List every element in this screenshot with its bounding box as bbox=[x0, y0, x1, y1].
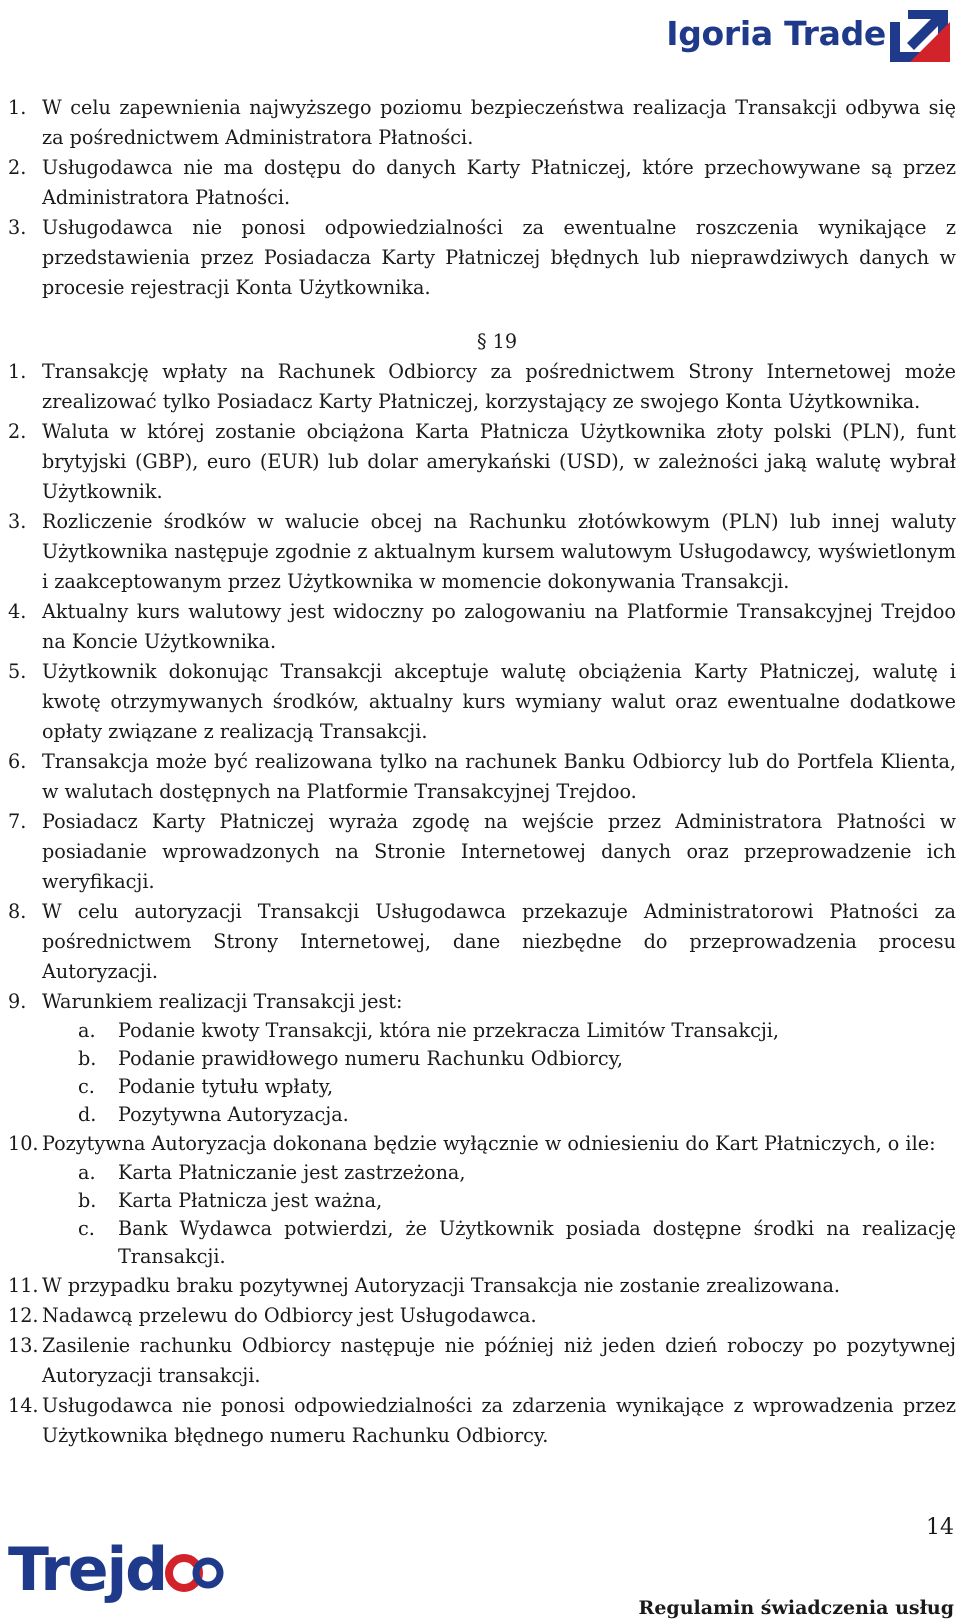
list-item bbox=[8, 357, 956, 417]
sub-item-text: Karta Płatniczanie jest zastrzeżona, bbox=[118, 1161, 466, 1184]
item-number: 10. bbox=[8, 1132, 39, 1155]
item-number: 5. bbox=[8, 660, 27, 683]
sub-item-letter: c. bbox=[78, 1075, 95, 1098]
item-number: 9. bbox=[8, 990, 27, 1013]
list-item bbox=[8, 1331, 956, 1391]
igoria-trade-mark-icon bbox=[890, 2, 952, 64]
list-item bbox=[8, 1391, 956, 1451]
item-number: 7. bbox=[8, 810, 27, 833]
list-item bbox=[8, 1271, 956, 1301]
sub-item-text: Podanie prawidłowego numeru Rachunku Odbiorcy, bbox=[118, 1047, 623, 1070]
list-item bbox=[8, 657, 956, 747]
list-item bbox=[8, 213, 956, 303]
item-number: 11. bbox=[8, 1274, 39, 1297]
sub-item-letter: b. bbox=[78, 1047, 97, 1070]
sub-item-text: Bank Wydawca potwierdzi, że Użytkownik posiada dostępne środki na realizację Transakcji. bbox=[118, 1217, 956, 1268]
item-text: W celu autoryzacji Transakcji Usługodawca przekazuje Administratorowi Płatności za pośrednictwem Strony Internetowej, dane niezbędne do przeprowadzenia procesu Autoryzacji. bbox=[42, 900, 956, 983]
item-number: 6. bbox=[8, 750, 27, 773]
item-text: Usługodawca nie ponosi odpowiedzialności za zdarzenia wynikające z wprowadzenia przez Użytkownika błędnego numeru Rachunku Odbiorcy. bbox=[42, 1394, 956, 1447]
list-item bbox=[8, 93, 956, 153]
item-number: 1. bbox=[8, 360, 27, 383]
item-text: Usługodawca nie ma dostępu do danych Karty Płatniczej, które przechowywane są przez Administratora Płatności. bbox=[42, 156, 956, 209]
sub-item-text: Podanie tytułu wpłaty, bbox=[118, 1075, 334, 1098]
item-number: 4. bbox=[8, 600, 27, 623]
item-text: Transakcja może być realizowana tylko na rachunek Banku Odbiorcy lub do Portfela Klienta, w walutach dostępnych na Platformie Transakcyjnej Trejdoo. bbox=[42, 750, 956, 803]
sub-item bbox=[78, 1073, 956, 1101]
item-text: Rozliczenie środków w walucie obcej na Rachunku złotówkowym (PLN) lub innej waluty Użytkownika następuje zgodnie z aktualnym kursem walutowym Usługodawcy, wyświetlonym i zaakceptowanym przez Użytkownika w momencie dokonywania Transakcji. bbox=[42, 510, 956, 593]
sub-item-text: Podanie kwoty Transakcji, która nie przekracza Limitów Transakcji, bbox=[118, 1019, 780, 1042]
item-number: 2. bbox=[8, 156, 27, 179]
trejdoo-logo-text: Trejd bbox=[8, 1535, 167, 1605]
section-a-list bbox=[8, 93, 956, 303]
list-item bbox=[8, 507, 956, 597]
igoria-trade-logo-text: Igoria Trade bbox=[666, 13, 886, 53]
sub-item bbox=[78, 1101, 956, 1129]
item-number: 14. bbox=[8, 1394, 39, 1417]
trejdoo-oo-icon bbox=[164, 1545, 224, 1595]
sub-item-text: Karta Płatnicza jest ważna, bbox=[118, 1189, 383, 1212]
item-text: Aktualny kurs walutowy jest widoczny po zalogowaniu na Platformie Transakcyjnej Trejdoo na Koncie Użytkownika. bbox=[42, 600, 956, 653]
sub-item bbox=[78, 1187, 956, 1215]
item-text: Pozytywna Autoryzacja dokonana będzie wyłącznie w odniesieniu do Kart Płatniczych, o ile: bbox=[42, 1132, 936, 1155]
item-number: 2. bbox=[8, 420, 27, 443]
item-text: W celu zapewnienia najwyższego poziomu bezpieczeństwa realizacja Transakcji odbywa się za pośrednictwem Administratora Płatności. bbox=[42, 96, 956, 149]
item-number: 3. bbox=[8, 216, 27, 239]
list-item bbox=[8, 597, 956, 657]
sub-item-letter: a. bbox=[78, 1019, 96, 1042]
sub-item-letter: c. bbox=[78, 1217, 95, 1240]
sub-item bbox=[78, 1159, 956, 1187]
list-item bbox=[8, 417, 956, 507]
list-item bbox=[8, 747, 956, 807]
sub-item bbox=[78, 1045, 956, 1073]
item-text: Posiadacz Karty Płatniczej wyraża zgodę na wejście przez Administratora Płatności w posiadanie wprowadzonych na Stronie Internetowej danych oraz przeprowadzenie ich weryfikacji. bbox=[42, 810, 956, 893]
page-number: 14 bbox=[926, 1515, 954, 1540]
sub-item bbox=[78, 1215, 956, 1271]
item-number: 8. bbox=[8, 900, 27, 923]
sub-item bbox=[78, 1017, 956, 1045]
item-text: Waluta w której zostanie obciążona Karta Płatnicza Użytkownika złoty polski (PLN), funt brytyjski (GBP), euro (EUR) lub dolar amerykański (USD), w zależności jaką walutę wybrał Użytkownik. bbox=[42, 420, 956, 503]
list-item bbox=[8, 987, 956, 1017]
list-item bbox=[8, 897, 956, 987]
footer-title: Regulamin świadczenia usług bbox=[638, 1597, 954, 1619]
list-item bbox=[8, 807, 956, 897]
list-item bbox=[8, 1301, 956, 1331]
item-number: 3. bbox=[8, 510, 27, 533]
item-number: 12. bbox=[8, 1304, 39, 1327]
sub-item-letter: b. bbox=[78, 1189, 97, 1212]
item-text: Usługodawca nie ponosi odpowiedzialności za ewentualne roszczenia wynikające z przedstawienia przez Posiadacza Karty Płatniczej błędnych lub nieprawdziwych danych w procesie rejestracji Konta Użytkownika. bbox=[42, 216, 956, 299]
list-item bbox=[8, 153, 956, 213]
section-heading: § 19 bbox=[476, 330, 518, 353]
sub-item-letter: d. bbox=[78, 1103, 97, 1126]
item-text: Zasilenie rachunku Odbiorcy następuje nie później niż jeden dzień roboczy po pozytywnej Autoryzacji transakcji. bbox=[42, 1334, 956, 1387]
sub-item-text: Pozytywna Autoryzacja. bbox=[118, 1103, 349, 1126]
igoria-trade-logo bbox=[666, 2, 952, 64]
item-text: W przypadku braku pozytywnej Autoryzacji Transakcja nie zostanie zrealizowana. bbox=[42, 1274, 841, 1297]
item-text: Nadawcą przelewu do Odbiorcy jest Usługodawca. bbox=[42, 1304, 537, 1327]
list-item bbox=[8, 1129, 956, 1159]
item-number: 13. bbox=[8, 1334, 39, 1357]
sub-item-letter: a. bbox=[78, 1161, 96, 1184]
item-text: Transakcję wpłaty na Rachunek Odbiorcy za pośrednictwem Strony Internetowej może zrealizować tylko Posiadacz Karty Płatniczej, korzystający ze swojego Konta Użytkownika. bbox=[42, 360, 956, 413]
document-body bbox=[8, 93, 956, 1451]
trejdoo-logo bbox=[8, 1535, 224, 1605]
item-number: 1. bbox=[8, 96, 27, 119]
item-text: Użytkownik dokonując Transakcji akceptuje walutę obciążenia Karty Płatniczej, walutę i kwotę otrzymywanych środków, aktualny kurs wymiany walut oraz ewentualne dodatkowe opłaty związane z realizacją Transakcji. bbox=[42, 660, 956, 743]
item-text: Warunkiem realizacji Transakcji jest: bbox=[42, 990, 403, 1013]
section-b-list bbox=[8, 357, 956, 1451]
